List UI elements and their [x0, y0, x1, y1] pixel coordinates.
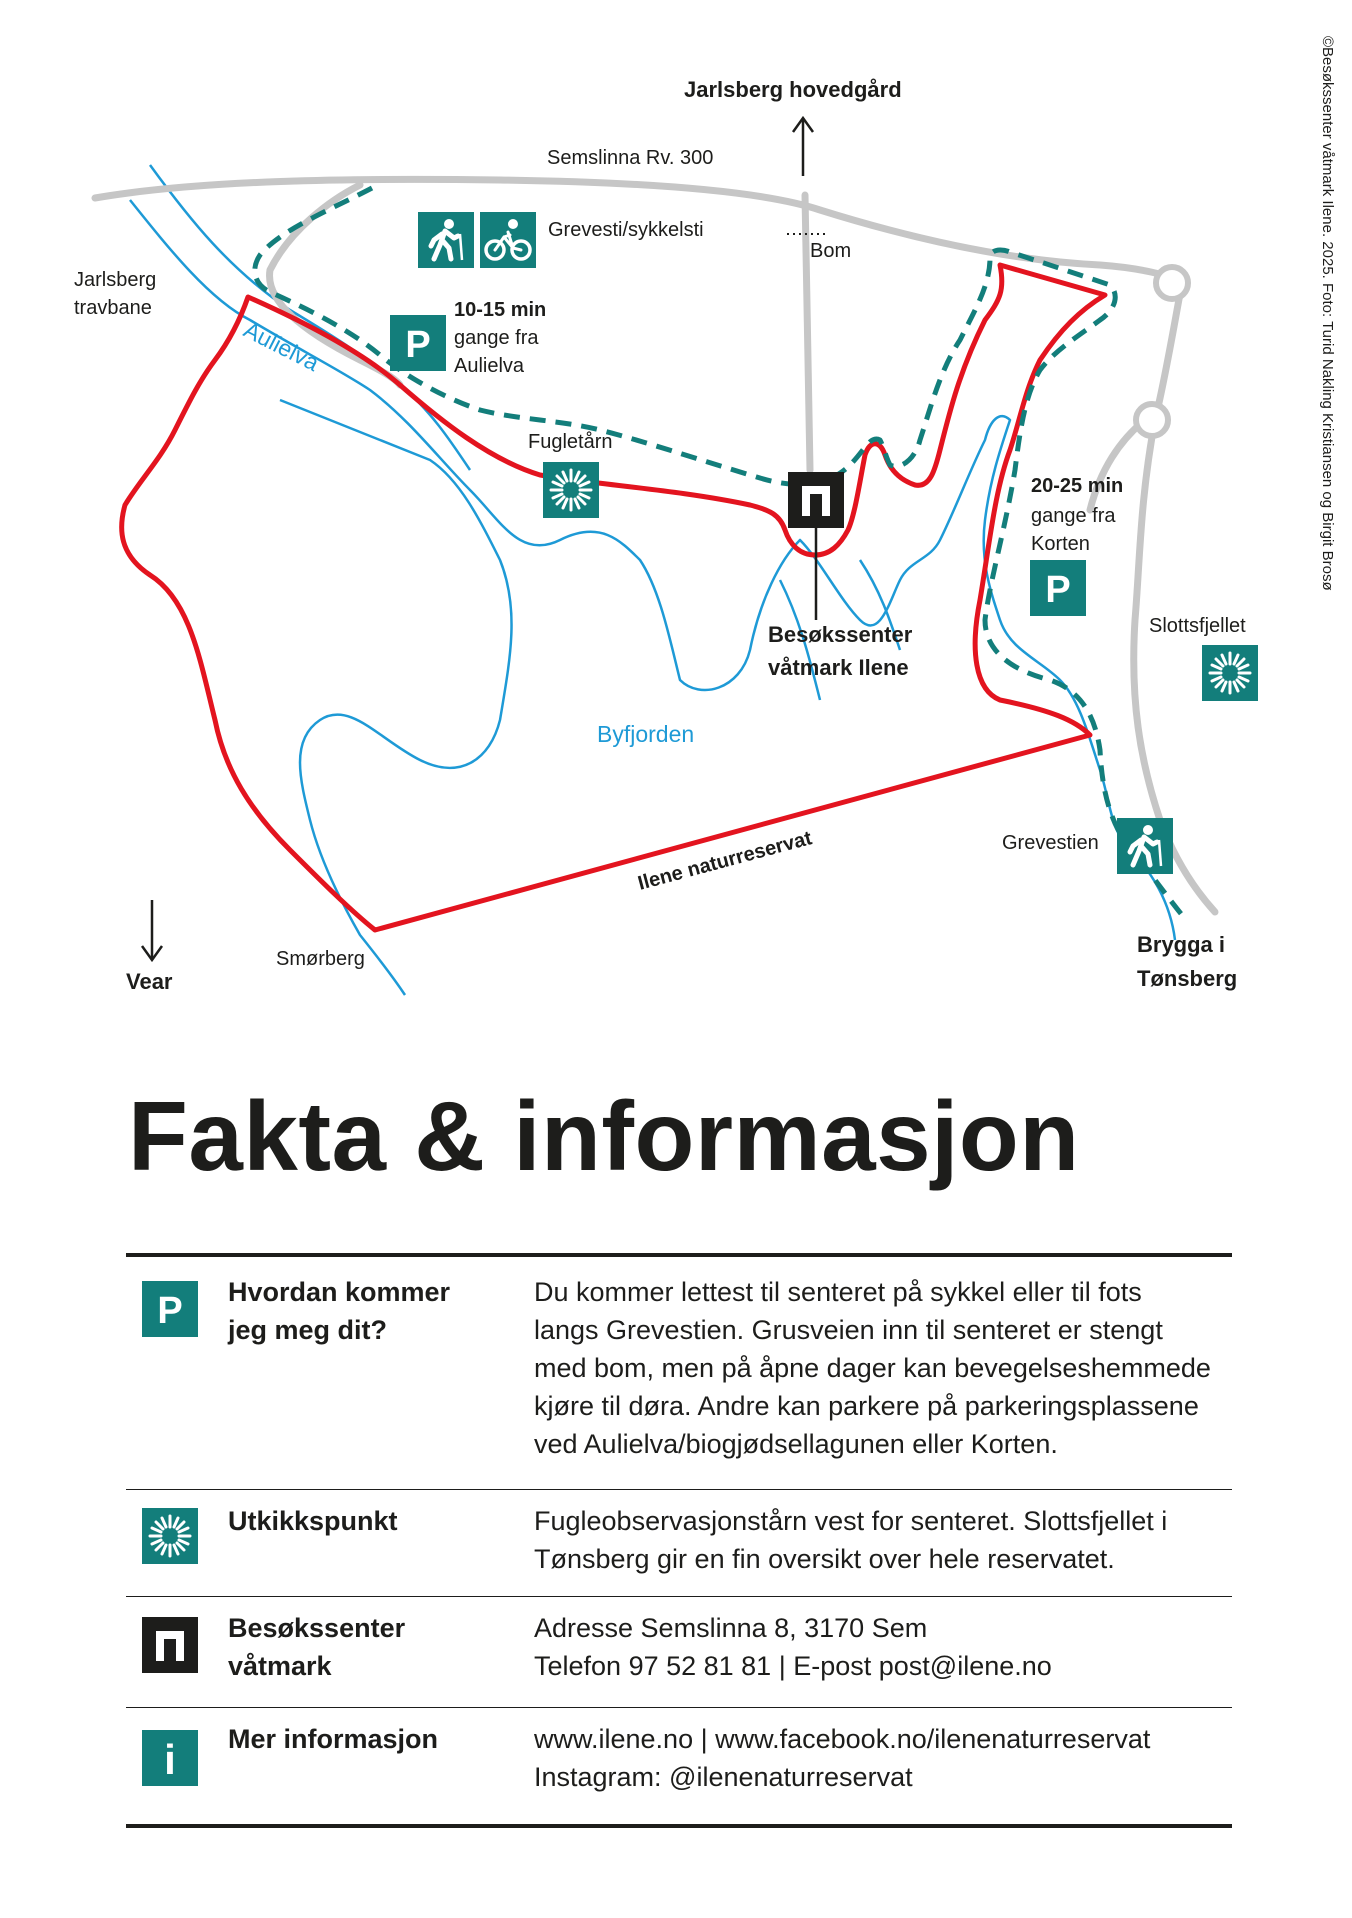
label-smorberg: Smørberg	[276, 948, 365, 970]
text-line[interactable]: Instagram: @ilenenaturreservat	[534, 1762, 913, 1792]
credit-text: ©Besøkssenter våtmark Ilene. 2025. Foto: Turid Nakling Kristiansen og Birgit Brosø	[1319, 36, 1336, 591]
parking-letter: P	[157, 1290, 183, 1332]
label-park2-line: gange fra	[1031, 505, 1116, 527]
visitor-centre-icon	[788, 472, 844, 528]
title-line: Hvordan kommer	[228, 1277, 451, 1307]
label-ilene-naturreservat: Ilene naturreservat	[635, 827, 815, 895]
text-line: Telefon 97 52 81 81 | E-post post@ilene.no	[534, 1651, 1052, 1681]
title-line: jeg meg dit?	[228, 1315, 388, 1345]
slottsfjellet-icon	[1202, 645, 1258, 701]
south-arrow	[142, 900, 162, 960]
label-vear: Vear	[126, 969, 173, 994]
north-arrow	[793, 118, 813, 176]
hiker-icon	[418, 212, 474, 268]
info-icon	[142, 1730, 198, 1786]
sunburst-icon	[142, 1508, 198, 1564]
facts-row-title	[228, 1720, 488, 1758]
roundabout-north	[1156, 267, 1188, 299]
label-jarlsberg-hovedgard: Jarlsberg hovedgård	[684, 77, 902, 102]
label-park2-time: 20-25 min	[1031, 475, 1124, 497]
parking-icon	[390, 315, 446, 371]
text-line: Fugleobservasjonstårn vest for senteret. Slottsfjellet i	[534, 1506, 1168, 1536]
facts-row-text	[534, 1609, 1234, 1685]
facts-row-text	[534, 1720, 1234, 1796]
title-line: Mer informasjon	[228, 1724, 439, 1754]
bicycle-icon	[480, 212, 536, 268]
facts-row	[126, 1597, 1232, 1708]
visitor-centre-icon	[142, 1617, 198, 1673]
page-heading: Fakta & informasjon	[128, 1081, 1080, 1191]
label-bom: Bom	[810, 240, 852, 262]
hiker-icon	[1117, 818, 1173, 874]
label-jarlsberg-travbane: travbane	[74, 297, 152, 319]
label-aulielva: Aulielva	[239, 316, 324, 377]
parking-icon	[142, 1281, 198, 1337]
text-line: Tønsberg gir en fin oversikt over hele reservatet.	[534, 1544, 1115, 1574]
label-besokssenter: Besøkssenter	[768, 622, 913, 647]
label-byfjorden: Byfjorden	[597, 721, 695, 747]
label-besokssenter: våtmark Ilene	[768, 655, 909, 680]
birdtower-icon	[543, 462, 599, 518]
label-fugletarn: Fugletårn	[528, 431, 613, 453]
roundabout-south	[1136, 404, 1168, 436]
text-line: langs Grevestien. Grusveien inn til senteret er stengt	[534, 1315, 1163, 1345]
text-line[interactable]: www.ilene.no | www.facebook.no/ilenenaturreservat	[534, 1724, 1151, 1754]
facts-row-text	[534, 1273, 1234, 1463]
text-line: ved Aulielva/biogjødsellagunen eller Korten.	[534, 1429, 1058, 1459]
parking-icon	[1030, 560, 1086, 616]
parking-letter: P	[1045, 569, 1071, 611]
label-park1-line: Aulielva	[454, 355, 525, 377]
label-semslinna: Semslinna Rv. 300	[547, 147, 714, 169]
label-slottsfjellet: Slottsfjellet	[1149, 615, 1246, 637]
reserve-boundary	[122, 265, 1105, 930]
facts-row	[126, 1257, 1232, 1490]
parking-letter: P	[405, 324, 431, 366]
facts-row-title	[228, 1273, 488, 1349]
facts-row-title	[228, 1609, 488, 1685]
label-grevesti-sykkelsti: Grevesti/sykkelsti	[548, 219, 704, 241]
label-brygga: Brygga i	[1137, 932, 1226, 957]
facts-row-text	[534, 1502, 1234, 1578]
title-line: våtmark	[228, 1651, 332, 1681]
facts-table	[126, 1253, 1232, 1828]
label-grevestien: Grevestien	[1002, 832, 1099, 854]
label-park1-line: gange fra	[454, 327, 539, 349]
text-line: Du kommer lettest til senteret på sykkel eller til fots	[534, 1277, 1142, 1307]
label-park2-line: Korten	[1031, 533, 1090, 555]
label-jarlsberg-travbane: Jarlsberg	[74, 269, 157, 291]
text-line: Adresse Semslinna 8, 3170 Sem	[534, 1613, 928, 1643]
facts-row	[126, 1708, 1232, 1824]
label-park1-time: 10-15 min	[454, 299, 547, 321]
text-line: kjøre til døra. Andre kan parkere på parkeringsplassene	[534, 1391, 1199, 1421]
text-line: med bom, men på åpne dager kan bevegelseshemmede	[534, 1353, 1211, 1383]
title-line: Besøkssenter	[228, 1613, 406, 1643]
facts-row	[126, 1490, 1232, 1597]
info-letter: i	[164, 1736, 176, 1783]
facts-row-title	[228, 1502, 488, 1540]
label-brygga: Tønsberg	[1137, 966, 1238, 991]
title-line: Utkikkspunkt	[228, 1506, 398, 1536]
